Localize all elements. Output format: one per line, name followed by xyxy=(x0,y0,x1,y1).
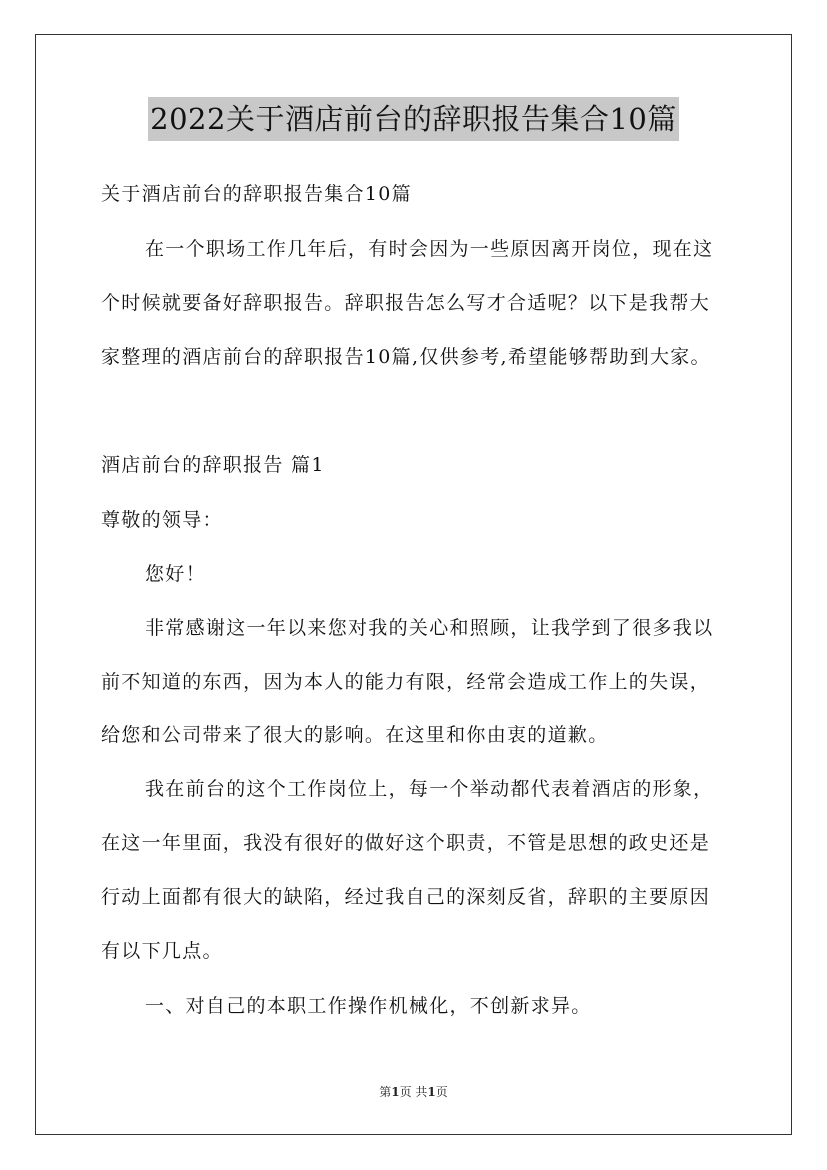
intro-line: 在一个职场工作几年后，有时会因为一些原因离开岗位，现在这 xyxy=(145,238,714,260)
paragraph-line: 非常感谢这一年以来您对我的关心和照顾，让我学到了很多我以 xyxy=(145,617,714,639)
footer-page-total: 1 xyxy=(427,1085,436,1099)
footer-mid: 页 共 xyxy=(399,1085,428,1099)
greeting: 您好！ xyxy=(145,563,206,585)
footer-prefix: 第 xyxy=(379,1085,392,1099)
intro-line: 家整理的酒店前台的辞职报告10篇,仅供参考,希望能够帮助到大家。 xyxy=(101,346,711,368)
document-subtitle: 关于酒店前台的辞职报告集合10篇 xyxy=(101,183,412,205)
paragraph-line: 有以下几点。 xyxy=(101,940,223,962)
salutation: 尊敬的领导： xyxy=(101,509,223,531)
document-title: 2022关于酒店前台的辞职报告集合10篇 xyxy=(148,97,679,141)
point-one: 一、对自己的本职工作操作机械化，不创新求异。 xyxy=(145,995,592,1017)
paragraph-line: 行动上面都有很大的缺陷，经过我自己的深刻反省，辞职的主要原因 xyxy=(101,886,711,908)
footer-page-number: 1 xyxy=(391,1085,400,1099)
paragraph-line: 前不知道的东西，因为本人的能力有限，经常会造成工作上的失误， xyxy=(101,671,711,693)
paragraph-line: 在这一年里面，我没有很好的做好这个职责，不管是思想的政史还是 xyxy=(101,832,711,854)
paragraph-line: 给您和公司带来了很大的影响。在这里和你由衷的道歉。 xyxy=(101,724,609,746)
paragraph-line: 我在前台的这个工作岗位上，每一个举动都代表着酒店的形象， xyxy=(145,778,714,800)
section-heading: 酒店前台的辞职报告 篇1 xyxy=(101,454,325,476)
page-footer xyxy=(0,1084,827,1100)
footer-suffix: 页 xyxy=(435,1085,448,1099)
intro-line: 个时候就要备好辞职报告。辞职报告怎么写才合适呢？以下是我帮大 xyxy=(101,292,711,314)
title-container xyxy=(0,97,827,141)
